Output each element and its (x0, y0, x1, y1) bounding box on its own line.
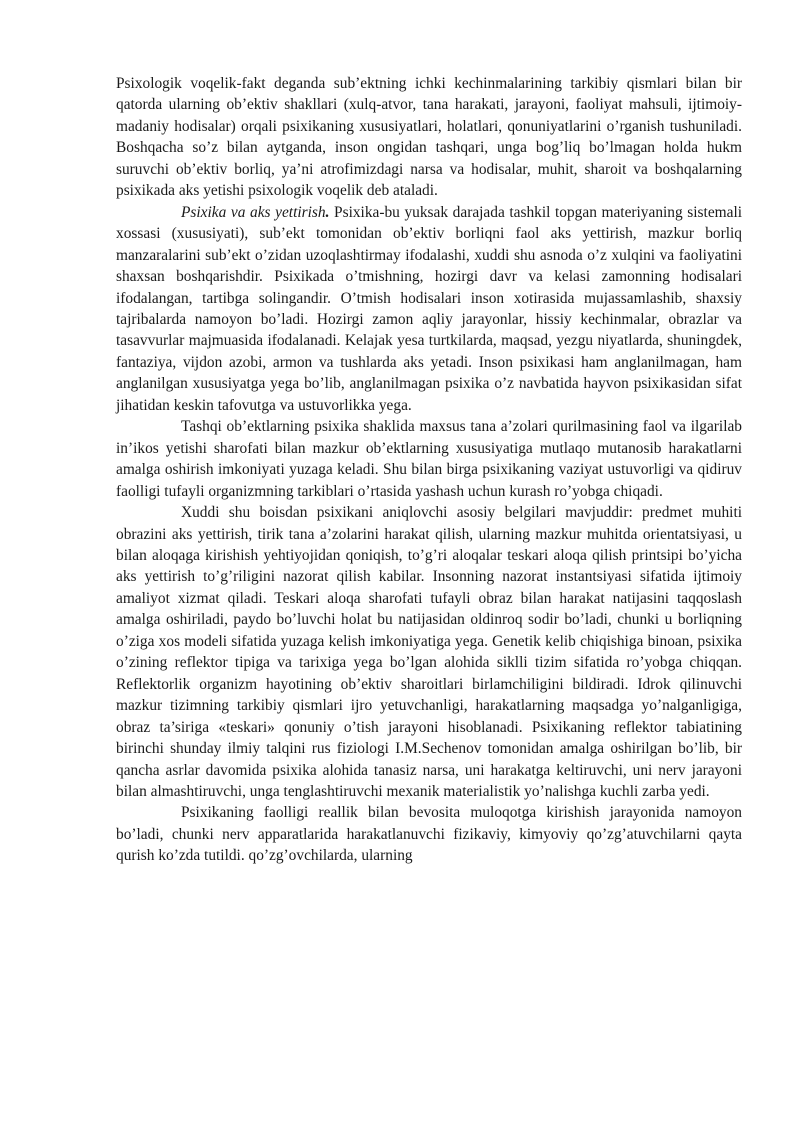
paragraph-asosiy-belgilar: Xuddi shu boisdan psixikani aniqlovchi asosiy belgilari mavjuddir: predmet muhiti obrazini aks yettirish, tirik tana a’zolarini harakat qilish, ularning mazkur muhitda orientatsiyasi, u bilan aloqaga kirishish yehtiyojidan qoniqish, to’g’ri aloqalar teskari aloqa qilish printsipi bo’yicha aks yettirish to’g’riligini nazorat qilish kabilar. Insonning nazorat instantsiyasi sifatida ijtimoiy amaliyot xizmat qiladi. Teskari aloqa sharofati tufayli obraz bilan harakat natijasini taqqoslash amalga oshiriladi, paydo bo’luvchi holat bu natijasidan oldinroq sodir bo’ladi, chunki u borliqning o’ziga xos modeli sifatida yuzaga kelish imkoniyatiga yega. Genetik kelib chiqishiga binoan, psixika o’zining reflektor tipiga va tarixiga yega bo’lgan alohida siklli tizim sifatida ro’yobga chiqqan. Reflektorlik organizm hayotining ob’ektiv sharoitlari birlamchiligini bildiradi. Idrok qilinuvchi mazkur tizimning tarkibiy qismlari ijro yetuvchanligi, harakatlarning maqsadga yo’nalganligiga, obraz ta’siriga «teskari» qonuniy o’tish jarayoni hisoblanadi. Psixikaning reflektor tabiatining birinchi shunday ilmiy talqini rus fiziologi I.M.Sechenov tomonidan amalga oshirilgan bo’lib, bir qancha asrlar davomida psixika alohida tanasiz narsa, uni harakatga keltiruvchi, uni nerv jarayoni bilan almashtiruvchi, unga tenglashtiruvchi mexanik materialistik yo’nalishga kuchli zarba yedi. (116, 504, 742, 800)
document-page (116, 73, 742, 867)
paragraph-body: Psixika-bu yuksak darajada tashkil topgan materiyaning sistemali xossasi (xususiyati), sub’ekt tomonidan ob’ektiv borliqni faol aks yettirish, mazkur borliq manzaralarini sub’ekt o’zidan uzoqlashtirmay ifodalashi, xuddi shu asnoda o’z xulqini va faoliyatini shaxsan boshqarishdir. Psixikada o’tmishning, hozirgi davr va kelasi zamonning hodisalari ifodalangan, tartibga solingandir. O’tmish hodisalari inson xotirasida mujassamlashib, shaxsiy tajribalarda namoyon bo’ladi. Hozirgi zamon aqliy jarayonlar, hissiy kechinmalar, obrazlar va tasavvurlar majmuasida ifodalanadi. Kelajak yesa turtkilarda, maqsad, yezgu niyatlarda, shuningdek, fantaziya, vijdon azobi, armon va tushlarda aks yetadi. Inson psixikasi ham anglanilmagan, ham anglanilgan xususiyatga yega bo’lib, anglanilmagan psixika o’z navbatida hayvon psixikasidan sifat jihatidan keskin tafovutga va ustuvorlikka yega. (116, 203, 742, 414)
paragraph-psixika-va-aks (116, 202, 742, 417)
paragraph-psixologik-voqelik: Psixologik voqelik-fakt deganda sub’ektning ichki kechinmalarining tarkibiy qismlari bilan bir qatorda ularning ob’ektiv shakllari (xulq-atvor, tana harakati, jarayoni, faoliyat mahsuli, ijtimoiy-madaniy hodisalar) orqali psixikaning xususiyatlari, holatlari, qonuniyatlarini o’rganish tushuniladi. Boshqacha so’z bilan aytganda, inson ongidan tashqari, unga bog’liq bo’lmagan holda hukm suruvchi ob’ektiv borliq, ya’ni atrofimizdagi narsa va hodisalar, muhit, sharoit va boshqalarning psixikada aks yetishi psixologik voqelik deb ataladi. (116, 75, 742, 200)
section-heading-punct: . (325, 203, 330, 221)
paragraph-tashqi-obektlar: Tashqi ob’ektlarning psixika shaklida maxsus tana a’zolari qurilmasining faol va ilgarilab in’ikos yetishi sharofati bilan mazkur ob’ektlarning xususiyatiga mutlaqo mutanosib harakatlarni amalga oshirish imkoniyati yuzaga keladi. Shu bilan birga psixikaning vaziyat ustuvorligi va qidiruv faolligi tufayli organizmning tarkiblari o’rtasida yashash uchun kurash ro’yobga chiqadi. (116, 418, 742, 500)
section-heading: Psixika va aks yettirish (181, 203, 326, 221)
paragraph-psixika-faolligi: Psixikaning faolligi reallik bilan bevosita muloqotga kirishish jarayonida namoyon bo’ladi, chunki nerv apparatlarida harakatlanuvchi fizikaviy, kimyoviy qo’zg’atuvchilarni qayta qurish ko’zda tutildi. qo’zg’ovchilarda, ularning (116, 804, 742, 865)
